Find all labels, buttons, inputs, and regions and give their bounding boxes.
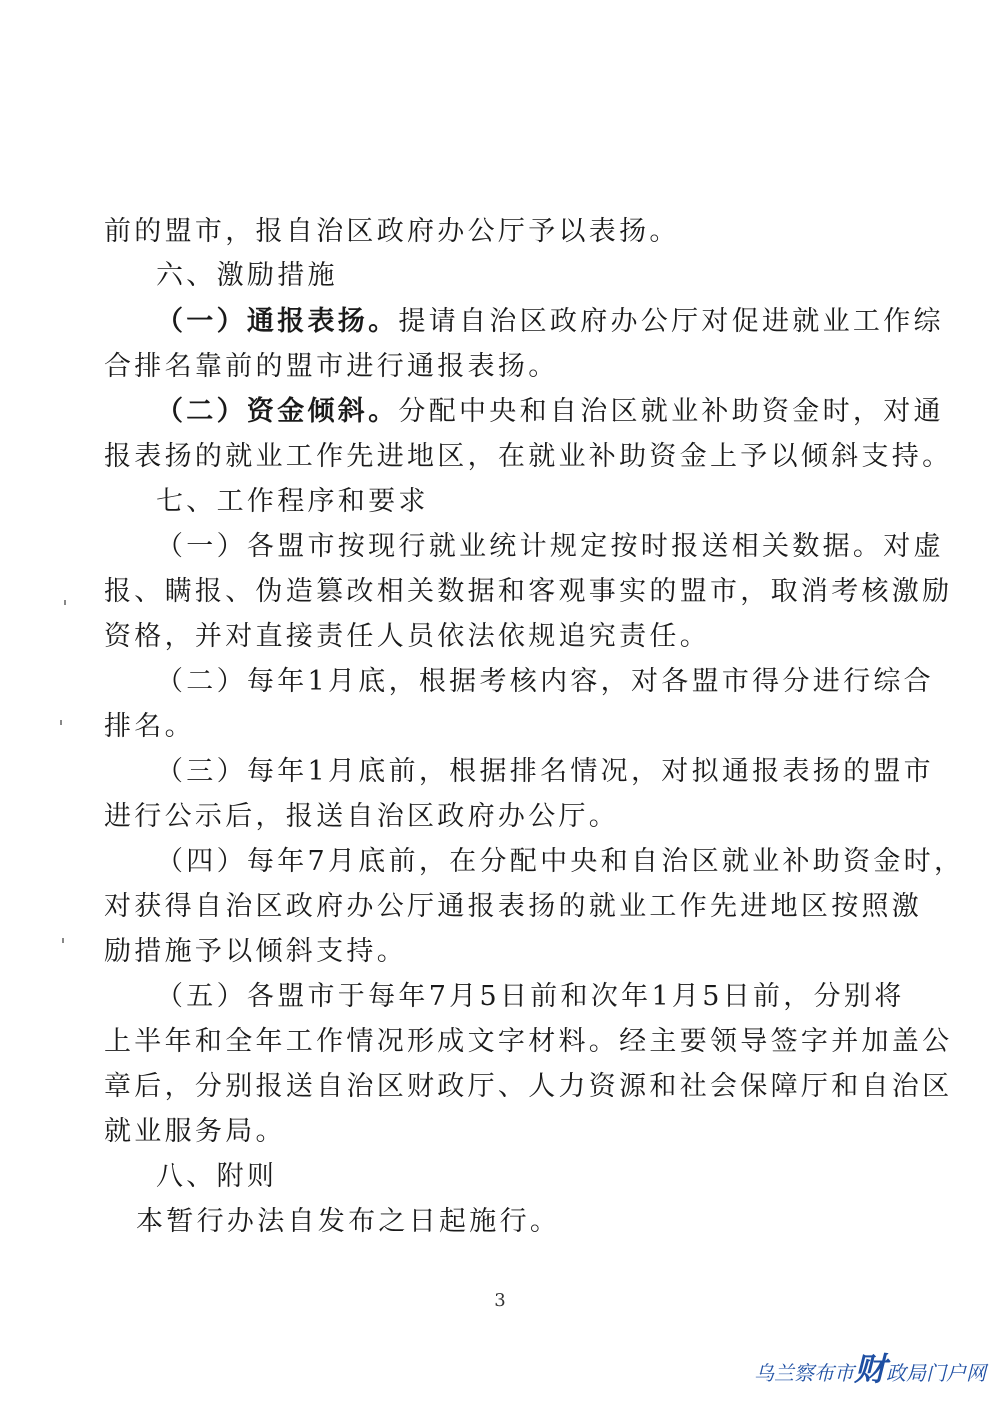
paragraph-line: （三）每年1月底前，根据排名情况，对拟通报表扬的盟市 [156, 756, 934, 787]
paragraph-line: 就业服务局。 [104, 1116, 286, 1147]
scan-speck [60, 720, 62, 725]
scan-speck [62, 938, 64, 943]
paragraph-line: 对获得自治区政府办公厅通报表扬的就业工作先进地区按照激 [104, 891, 923, 922]
paragraph-line: 资格，并对直接责任人员依法依规追究责任。 [104, 621, 710, 652]
paragraph-line: 上半年和全年工作情况形成文字材料。经主要领导签字并加盖公 [104, 1026, 953, 1057]
paragraph-line: （二）资金倾斜。分配中央和自治区就业补助资金时，对通 [156, 396, 944, 427]
section-heading: 六、激励措施 [156, 260, 338, 291]
paragraph-line: 报、瞒报、伪造篡改相关数据和客观事实的盟市，取消考核激励 [104, 576, 953, 607]
paragraph-line: 报表扬的就业工作先进地区，在就业补助资金上予以倾斜支持。 [104, 441, 953, 472]
paragraph-line: 排名。 [104, 711, 195, 742]
section-heading: 八、附则 [156, 1161, 278, 1192]
paragraph-line: 前的盟市，报自治区政府办公厅予以表扬。 [104, 216, 680, 247]
paragraph-line: 进行公示后，报送自治区政府办公厅。 [104, 801, 620, 832]
paragraph-line: 章后，分别报送自治区财政厅、人力资源和社会保障厅和自治区 [104, 1071, 953, 1102]
watermark-text: 乌兰察布市 [753, 1361, 854, 1385]
paragraph-line: （二）每年1月底，根据考核内容，对各盟市得分进行综合 [156, 666, 934, 697]
watermark-logo-char: 财 [853, 1350, 886, 1388]
paragraph-line: （四）每年7月底前，在分配中央和自治区就业补助资金时， [156, 846, 965, 877]
paragraph-line: （五）各盟市于每年7月5日前和次年1月5日前，分别将 [156, 981, 905, 1012]
section-heading: 七、工作程序和要求 [156, 486, 429, 517]
paragraph-line: （一）通报表扬。提请自治区政府办公厅对促进就业工作综 [156, 306, 944, 337]
site-watermark [754, 1344, 986, 1390]
scan-speck [64, 600, 66, 605]
watermark-text: 政局门户网 [886, 1361, 986, 1385]
paragraph-line: （一）各盟市按现行就业统计规定按时报送相关数据。对虚 [156, 531, 944, 562]
paragraph-line: 合排名靠前的盟市进行通报表扬。 [104, 351, 559, 382]
paragraph-line: 本暂行办法自发布之日起施行。 [136, 1206, 561, 1237]
subheading: （一）通报表扬。 [156, 306, 399, 337]
page-number: 3 [494, 1290, 506, 1311]
paragraph-line: 励措施予以倾斜支持。 [104, 936, 407, 967]
subheading: （二）资金倾斜。 [156, 396, 399, 427]
